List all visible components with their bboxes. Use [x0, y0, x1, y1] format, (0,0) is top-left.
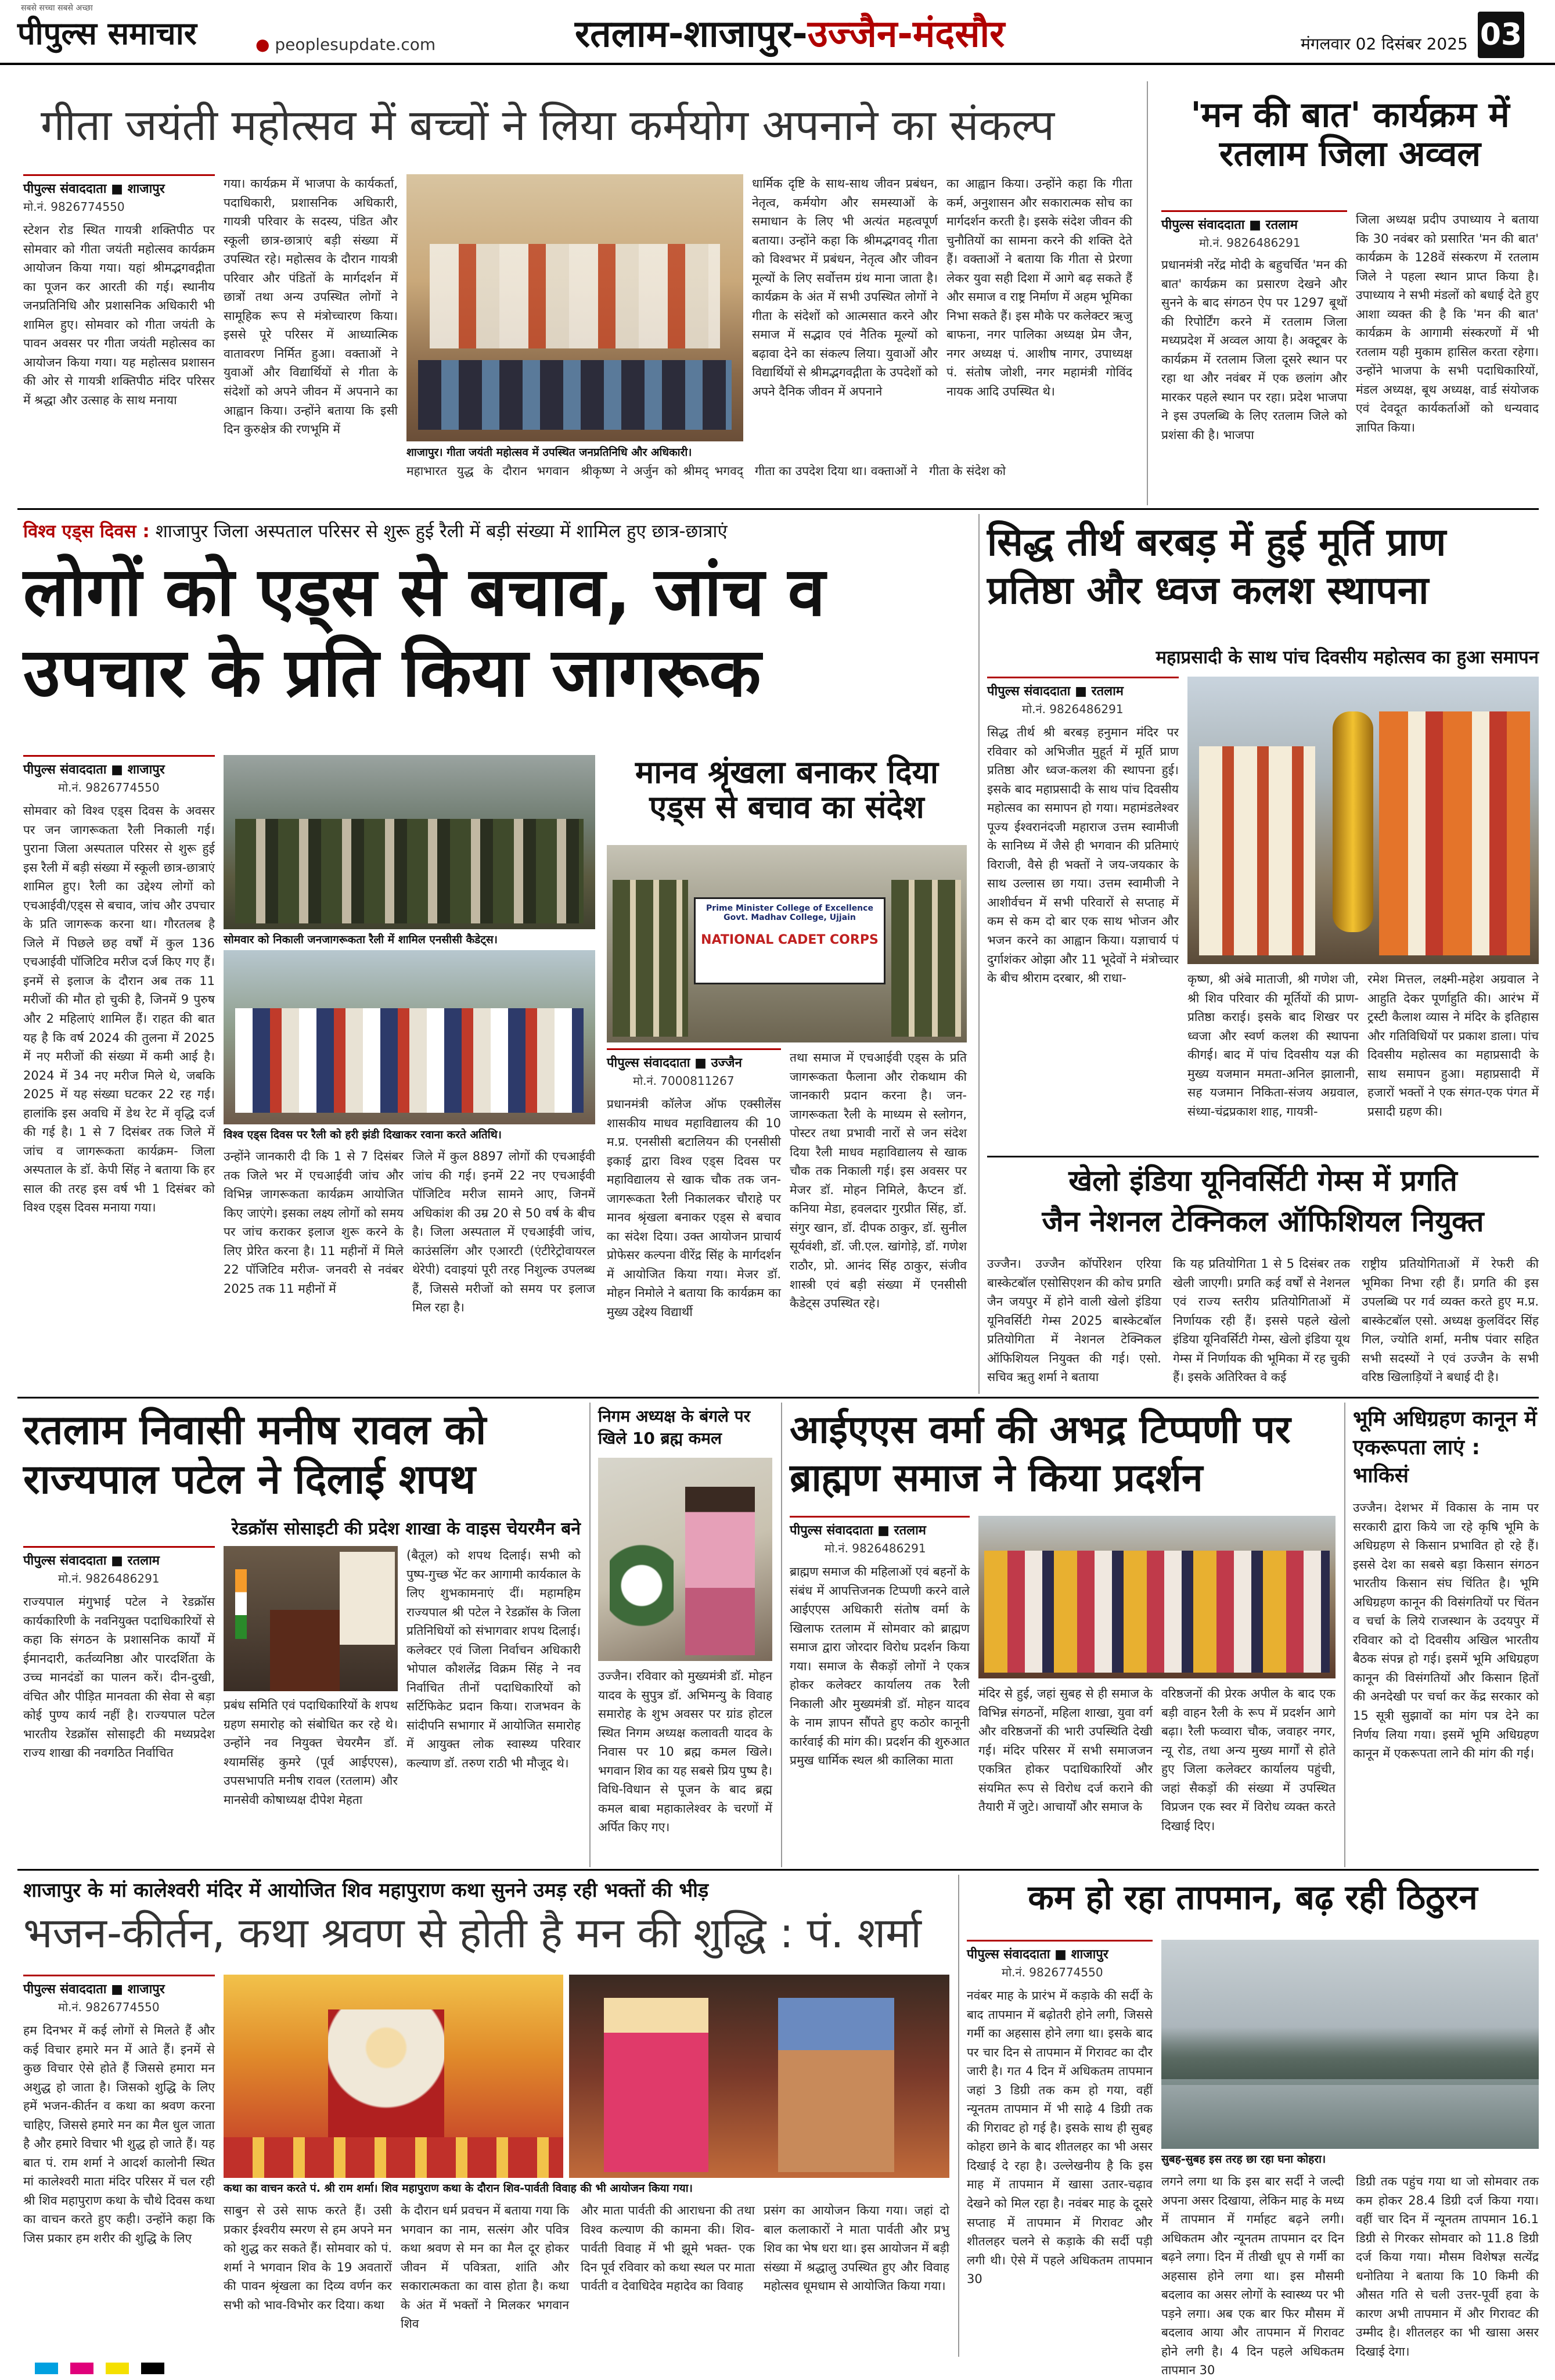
print-color-bar [0, 2359, 1555, 2378]
aids-kicker [23, 519, 976, 543]
url-text: peoplesupdate.com [275, 35, 436, 54]
column-rule [1147, 81, 1148, 505]
shiv-photo-caption: कथा का वाचन करते पं. श्री राम शर्मा। शिव महापुराण कथा के दौरान शिव-पार्वती विवाह की भी आयोजन किया गया। [224, 2180, 949, 2195]
chain-photo-cadets [613, 880, 688, 1037]
verma-mobile: मो.नं. 9826486291 [825, 1541, 926, 1555]
aids-col3: जिले में कुल 8897 लोगों की एचआईवी जांच की गई। इनमें 22 नए एचआईवी पॉजिटिव मरीज सामने आए, जिनमें अधिकांश की उम्र 20 से 50 वर्ष के बीच है। जिला अस्पताल में एचआईवी जांच, काउंसलिंग और एआरटी (एंटीरेट्रोवायरल थेरेपी) दवाइयां पूरी तरह निशुल्क उपलब्ध हैं, जिससे मरीजों को समय पर इलाज मिल रहा है। [412, 1149, 595, 1315]
website-url[interactable] [255, 35, 435, 54]
gita-photo-people [430, 244, 720, 348]
chain-photo-banner [694, 897, 886, 984]
barbad-col1: सिद्ध तीर्थ श्री बरबड़ हनुमान मंदिर पर रविवार को अभिजीत मुहूर्त में मूर्ति प्राण प्रतिष्ठा और ध्वज-कलश की स्थापना हुई। इसके बाद महाप्रसादी के साथ पांच दिवसीय महोत्सव का समापन हो गया। महामंडलेश्वर पूज्य ईश्वरानंदजी महाराज उत्तम स्वामीजी के सानिध्य में जैसे ही भगवान की प्रतिमाएं विराजी, वैसे ही भक्तों ने जय-जयकार के साथ उल्लास छा गया। उत्तम स्वामीजी ने आशीर्वचन में सभी परिवारों से सप्ताह में कम से कम दो बार एक साथ भोजन और भजन करने का आह्वान किया। यज्ञाचार्य पं दुर्गाशंकर ओझा और 11 भूदेवों ने मंत्रोच्चार के बीच श्रीराम दरबार, श्री राधा- [987, 725, 1179, 986]
temp-mobile: मो.नं. 9826774550 [1002, 1965, 1103, 1979]
temp-photo-trees [1161, 2027, 1539, 2079]
aids-kicker-label: विश्व एड्स दिवस : [23, 521, 150, 542]
shiv-col5-visible: प्रसंग का आयोजन किया गया। जहां दो बाल कलाकारों ने माता पार्वती और प्रभु शिव का भेष धरा था। इस आयोजन में बड़ी संख्या में श्रद्धालु उपस्थित हुए और विवाह महोत्सव धूमधाम से आयोजित किया गया। [764, 2203, 949, 2293]
chain-col1: प्रधानमंत्री कॉलेज ऑफ एक्सीलेंस शासकीय माधव महाविद्यालय की 10 म.प्र. एनसीसी बटालियन की एनसीसी इकाई द्वारा विश्व एड्स दिवस पर महाविद्यालय से खाक चौक तक जन-जागरूकता रैली निकालकर चौराहे पर मानव श्रृंखला बनाकर एड्स से बचाव का संदेश दिया। उक्त आयोजन प्राचार्य प्रोफेसर कल्पना वीरेंद्र सिंह के मार्गदर्शन में आयोजित किया गया। मेजर डॉ. मोहन निमोले ने बताया कि कार्यक्रम का मुख्य उद्देश्य विद्यार्थी [607, 1097, 781, 1320]
barbad-col2: कृष्ण, श्री अंबे माताजी, श्री गणेश जी, श्री शिव परिवार की मूर्तियों की प्राण-प्रतिष्ठा कराई। इसके बाद शिखर पर ध्वजा और स्वर्ण कलश की स्थापना कीगई। बाद में पांच दिवसीय यज्ञ की मुख्य यजमान ममता-अनिल झालानी, सह यजमान निकिता-संजय अग्रवाल, संध्या-चंद्रप्रकाश शाह, गायत्री- [1187, 972, 1359, 1119]
temp-col2: लगने लगा था कि इस बार सर्दी ने जल्दी अपना असर दिखाया, लेकिन माह के मध्य में तापमान में गर्माहट बढ़ने लगी। अधिकतम और न्यूनतम तापमान दर दिन बढ़ने लगा। दिन में तीखी धूप से गर्मी का अहसास होने लगा था। इस मौसमी बदलाव का असर लोगों के स्वास्थ्य पर भी पड़ने लगा। अब एक बार फिर मौसम में बदलाव आया और तापमान में गिरावट होने लगी है। 4 दिन पहले अधिकतम तापमान 30 [1161, 2174, 1344, 2378]
khelo-col1: उज्जैन। उज्जैन कॉर्पोरेशन एरिया बास्केटबॉल एसोसिएशन की कोच प्रगति जैन जयपुर में होने वाली खेलो इंडिया यूनिवर्सिटी गेम्स 2025 बास्केटबॉल प्रतियोगिता में नेशनल टेक्निकल ऑफिशियल नियुक्त की गई। एसो. सचिव ऋतु शर्मा ने बताया [987, 1257, 1161, 1385]
chain-banner-text: Prime Minister College of Excellence Govt. Madhav College, Ujjain [706, 904, 873, 922]
gita-col5: का आह्वान किया। उन्होंने कहा कि गीता कर्म, अनुशासन और सकारात्मक सोच का मार्गदर्शन करती है। इसके संदेश जीवन की चुनौतियों का सामना करने की शक्ति देते हैं। वक्ताओं ने बताया कि गीता से प्रेरणा लेकर युवा सही दिशा में आगे बढ़ सकते हैं और समाज व राष्ट्र निर्माण में अहम भूमिका निभा सकते हैं। इस मौके पर कलेक्टर ऋजु बाफना, नगर पालिका अध्यक्ष प्रेम जैन, नगर अध्यक्ष पं. आशीष नागर, उपाध्यक्ष पं. संतोष जोशी, नगर महामंत्री गोविंद नायक आदि उपस्थित थे। [946, 177, 1132, 399]
page-number: 03 [1478, 12, 1524, 58]
manish-photo-podium [270, 1610, 340, 1691]
aids-photo-rally-people [235, 1008, 584, 1113]
gita-byline: पीपुल्स संवाददाता ■ शाजापुर [23, 174, 215, 197]
edition-cities [575, 7, 1005, 57]
barbad-mobile: मो.नं. 9826486291 [1022, 702, 1124, 716]
masthead [0, 0, 1555, 65]
gita-mobile: मो.नं. 9826774550 [23, 200, 125, 214]
barbad-subhead: महाप्रसादी के साथ पांच दिवसीय महोत्सव का हुआ समापन [1156, 647, 1539, 668]
barbad-photo-priests [1379, 711, 1530, 955]
edition-cities-dark: रतलाम-शाजापुर- [575, 13, 808, 56]
shiv-headline: भजन-कीर्तन, कथा श्रवण से होती है मन की शुद्धि : पं. शर्मा [23, 1908, 922, 1957]
aids-kicker-text: शाजापुर जिला अस्पताल परिसर से शुरू हुई रैली में बड़ी संख्या में शामिल हुए छात्र-छात्राएं [155, 521, 728, 542]
mann-byline: पीपुल्स संवाददाता ■ रतलाम [1161, 210, 1347, 233]
aids-photo-ncc-cadets [235, 819, 584, 923]
aids-photo-rally [224, 950, 595, 1124]
mann-col1: प्रधानमंत्री नरेंद्र मोदी के बहुचर्चित 'मन की बात' कार्यक्रम का प्रसारण देखने और सुनने के बाद संगठन ऐप पर 1297 बूथों की रिपोर्टिंग करने में रतलाम जिला मध्यप्रदेश में अव्वल आया है। अक्टूबर के कार्यक्रम में रतलाम जिला दूसरे स्थान पर रहा था और नवंबर में एक छलांग और मारकर पहले स्थान पर रहा। प्रदेश भाजपा ने इस उपलब्धि के लिए रतलाम जिले को प्रशंसा की है। भाजपा [1161, 258, 1347, 442]
manish-photo-text: प्रबंध समिति एवं पदाधिकारियों के शपथ ग्रहण समारोह को संबोधित कर रहे थे। उन्होंने नव नियुक्त चेयरमैन डॉ. श्यामसिंह कुमरे (पूर्व आईएएस), उपसभापति मनीष रावल (रतलाम) और मानसेवी कोषाध्यक्ष दीपेश मेहता [224, 1698, 398, 1807]
chain-mobile: मो.नं. 7000811267 [633, 1074, 735, 1088]
verma-photo-crowd [984, 1551, 1330, 1673]
manish-subhead: रेडक्रॉस सोसाइटी की प्रदेश शाखा के वाइस चेयरमैन बने [232, 1519, 581, 1539]
brahma-headline: निगम अध्यक्ष के बंगले पर खिले 10 ब्रह्म कमल [598, 1407, 751, 1448]
shiv-photo-shiva [778, 1998, 894, 2172]
shiv-col2: साबुन से उसे साफ करते हैं। उसी प्रकार ईश्वरीय स्मरण से हम अपने मन को शुद्ध कर सकते हैं। सोमवार को पं. शर्मा ने भगवान शिव के 19 अवतारों की पावन श्रृंखला का दिव्य वर्णन कर सभी को भाव-विभोर कर दिया। कथा [224, 2203, 392, 2312]
manish-photo-flag [235, 1569, 247, 1639]
yellow-swatch [106, 2363, 129, 2374]
khelo-col2: कि यह प्रतियोगिता 1 से 5 दिसंबर तक खेली जाएगी। प्रगति कई वर्षों से नेशनल एवं राज्य स्तरीय प्रतियोगिताओं में निर्णायक रही हैं। इससे पहले खेलो इंडिया यूनिवर्सिटी गेम्स, खेलो इंडिया यूथ गेम्स में निर्णायक की भूमिका में रह चुकी हैं। इसके अतिरिक्त वे कई [1173, 1257, 1350, 1385]
gita-headline: गीता जयंती महोत्सव में बच्चों ने लिया कर्मयोग अपनाने का संकल्प [41, 100, 1055, 150]
edition-cities-red: उज्जैन-मंदसौर [807, 13, 1005, 56]
aids-byline: पीपुल्स संवाददाता ■ शाजापुर [23, 755, 215, 778]
column-rule [978, 514, 980, 1394]
mann-mobile: मो.नं. 9826486291 [1199, 236, 1301, 250]
brahma-photo-flowers [610, 1527, 674, 1644]
khelo-col3: राष्ट्रीय प्रतियोगिताओं में रेफरी की भूमिका निभा रही हैं। प्रगति की इस उपलब्धि पर गर्व व्यक्त करते हुए म.प्र. बास्केटबॉल एसो. अध्यक्ष कुलविंदर सिंह गिल, ज्योति शर्मा, मनीष पंवार सहित सभी सदस्यों ने एवं उज्जैन के सभी वरिष्ठ खिलाड़ियों ने बधाई दी है। [1362, 1257, 1539, 1385]
logo-text: पीपुल्स समाचार [17, 15, 197, 52]
shiv-byline: पीपुल्स संवाददाता ■ शाजापुर [23, 1975, 215, 1997]
column-rule [1344, 1403, 1345, 1867]
manish-mobile: मो.नं. 9826486291 [58, 1572, 160, 1586]
shiv-col4: और माता पार्वती की आराधना की तथा विश्व कल्याण की कामना की। शिव-पार्वती विवाह में भी झूमे भक्त- एक दिन पूर्व रविवार को कथा स्थल पर माता पार्वती व देवाधिदेव महादेव का विवाह [581, 2203, 755, 2293]
brahma-photo-woman [685, 1487, 755, 1655]
temp-photo-caption: सुबह-सुबह इस तरह छा रहा घना कोहरा। [1161, 2151, 1539, 2166]
logo-tagline: सबसे सच्चा सबसे अच्छा [21, 3, 93, 13]
manish-headline: रतलाम निवासी मनीष रावल को राज्यपाल पटेल ने दिलाई शपथ [23, 1406, 487, 1504]
temp-col3: डिग्री तक पहुंच गया था जो सोमवार तक कम होकर 28.4 डिग्री दर्ज किया गया। वहीं चार दिन में न्यूनतम तापमान 16.1 डिग्री से गिरकर सोमवार को 11.8 डिग्री दर्ज किया गया। मौसम विशेषज्ञ सत्येंद्र धनोतिया ने बताया कि 10 किमी की औसत गति से चली उत्तर-पूर्वी हवा के कारण अभी तापमान में और गिरावट की उम्मीद है। शीतलहर का भी खासा असर दिखाई देगा। [1356, 2174, 1539, 2359]
temp-photo-water [1161, 2085, 1539, 2149]
shiv-mobile: मो.नं. 9826774550 [58, 2000, 160, 2014]
shiv-photo-vivah [569, 1975, 949, 2178]
gita-col2: गया। कार्यक्रम में भाजपा के कार्यकर्ता, पदाधिकारी, प्रशासनिक अधिकारी, गायत्री परिवार के सदस्य, पंडित और स्कूली छात्र-छात्राएं बड़ी संख्या में उपस्थित रहे। महोत्सव के दौरान गायत्री परिवार और पंडितों के मार्गदर्शन में छात्रों तथा अन्य उपस्थित लोगों ने सामूहिक रूप से मंत्रोच्चारण किया। इससे पूरे परिसर में आध्यात्मिक वातावरण निर्मित हुआ। वक्ताओं ने युवाओं और विद्यार्थियों से गीता के संदेशों को अपने जीवन में अपनाने का आह्वान किया। उन्होंने बताया कि इसी दिन कुरुक्षेत्र की रणभूमि में [224, 177, 398, 437]
cyan-swatch [35, 2363, 58, 2374]
gita-photo [406, 174, 743, 441]
shiv-kicker: शाजापुर के मां कालेश्वरी मंदिर में आयोजित शिव महापुराण कथा सुनने उमड़ रही भक्तों की भीड़ [23, 1879, 709, 1902]
temp-photo-fog [1161, 1940, 1539, 2149]
barbad-photo-left [1199, 746, 1315, 955]
verma-byline: पीपुल्स संवाददाता ■ रतलाम [790, 1516, 970, 1538]
column-rule [958, 1875, 959, 2357]
verma-col1: ब्राह्मण समाज की महिलाओं एवं बहनों के संबंध में आपत्तिजनक टिप्पणी करने वाले आईएएस अधिकारी संतोष वर्मा के खिलाफ रतलाम में सोमवार को ब्राह्मण समाज द्वारा जोरदार विरोध प्रदर्शन किया गया। समाज के सैकड़ों लोगों ने एकत्र होकर कलेक्टर कार्यालय तक रैली निकाली और मुख्यमंत्री डॉ. मोहन यादव के नाम ज्ञापन सौंपते हुए कठोर कानूनी कार्रवाई की मांग की। प्रदर्शन की शुरुआत प्रमुख धार्मिक स्थल श्री कालिका माता [790, 1565, 970, 1768]
section-divider [17, 1869, 1539, 1871]
aids-photo-ncc [224, 755, 595, 929]
barbad-photo-kalash [1333, 711, 1373, 932]
aids-col1: सोमवार को विश्व एड्स दिवस के अवसर पर जन जागरूकता रैली निकाली गई। पुराना जिला अस्पताल परिसर से शुरू हुई इस रैली में बड़ी संख्या में स्कूली छात्र-छात्राएं शामिल हुए। रैली का उद्देश्य लोगों को एचआईवी/एड्स से बचाव, जांच और उपचार के प्रति जागरूक करना था। गौरतलब है जिले में पिछले छह वर्षों में कुल 136 एचआईवी पॉजिटिव मरीज दर्ज किए गए हैं। इनमें से इलाज के दौरान अब तक 11 मरीजों की मौत हो चुकी है, जिनमें 9 पुरुष और 2 महिलाएं शामिल हैं। राहत की बात यह है कि वर्ष 2024 की तुलना में 2025 में नए मरीजों की संख्या में कमी आई है। 2024 में 34 नए मरीज मिले थे, जबकि 2025 में यह संख्या घटकर 22 रह गई। हालांकि इस अवधि में डेथ रेट में वृद्धि दर्ज की गई है। 1 से 7 दिसंबर तक जिले में जांच व जागरूकता कार्यक्रम- जिला अस्पताल के डॉ. केपी सिंह ने बताया कि हर साल की तरह इस वर्ष भी 1 दिसंबर को विश्व एड्स दिवस मनाया गया। [23, 804, 215, 1215]
mann-headline: 'मन की बात' कार्यक्रम में रतलाम जिला अव्वल [1190, 95, 1510, 175]
section-divider [17, 1397, 1539, 1398]
aids-photo-rally-caption: विश्व एड्स दिवस पर रैली को हरी झंडी दिखाकर रवाना करते अतिथि। [224, 1127, 595, 1142]
chain-col2: तथा समाज में एचआईवी एड्स के प्रति जागरूकता फैलाना और रोकथाम की जानकारी प्रदान करना है। जन-जागरूकता रैली के माध्यम से स्लोगन, पोस्टर तथा प्रभावी नारों से जन संदेश दिया रैली माधव महाविद्यालय से खाक चौक तक निकाली गई। इस अवसर पर मेजर डॉ. मोहन निमिले, कैप्टन डॉ. कनिया मेडा, हवलदार गुरप्रीत सिंह, डॉ. संगुर खान, डॉ. दीपक ठाकुर, डॉ. सुनील सूर्यवंशी, डॉ. जी.एल. खांगोड़े, डॉ. गणेश राठौर, प्रो. आनंद सिंह ठाकुर, संजीव शास्त्री एवं बड़ी संख्या में एनसीसी कैडेट्स उपस्थित रहे। [790, 1051, 967, 1311]
chain-byline: पीपुल्स संवाददाता ■ उज्जैन [607, 1048, 781, 1071]
gita-col1: स्टेशन रोड स्थित गायत्री शक्तिपीठ पर सोमवार को गीता जयंती महोत्सव कार्यक्रम आयोजन किया गया। यहां श्रीमद्भगवद्गीता का पूजन कर आरती की गई। स्थानीय जनप्रतिनिधि और प्रशासनिक अधिकारी भी शामिल हुए। सोमवार को गीता जयंती के पावन अवसर पर गीता जयंती महोत्सव का आयोजन किया गया। यह महोत्सव प्रशासन की ओर से गायत्री शक्तिपीठ मंदिर परिसर में श्रद्धा और उत्साह के साथ मनाया [23, 223, 215, 407]
magenta-swatch [70, 2363, 93, 2374]
temp-headline: कम हो रहा तापमान, बढ़ रही ठिठुरन [1028, 1878, 1478, 1917]
brahma-photo [598, 1458, 772, 1661]
gita-col4: धार्मिक दृष्टि के साथ-साथ जीवन प्रबंधन, नेतृत्व, कर्मयोग और समस्याओं के समाधान के लिए भी अत्यंत महत्वपूर्ण बताया। उन्होंने कहा कि श्रीमद्भगवद् गीता को विश्वभर में प्रबंधन, नेतृत्व और जीवन मूल्यों के लिए सर्वोत्तम ग्रंथ माना जाता है। कार्यक्रम के अंत में सभी उपस्थित लोगों ने गीता के संदेशों को आत्मसात करने और समाज में सद्भाव एवं नैतिक मूल्यों को बढ़ावा देने का संकल्प लिया। युवाओं और विद्यार्थियों से श्रीमद्भगवद्गीता के उपदेशों को अपने दैनिक जीवन में अपनाने [752, 177, 938, 399]
shiv-photo-katha [224, 1975, 563, 2178]
manish-photo [224, 1546, 398, 1691]
mann-col2: जिला अध्यक्ष प्रदीप उपाध्याय ने बताया कि 30 नवंबर को प्रसारित 'मन की बात' कार्यक्रम के 128वें संस्करण में रतलाम जिले ने पहला स्थान प्राप्त किया है। उपाध्याय ने सभी मंडलों को बधाई देते हुए आशा व्यक्त की है कि 'मन की बात' कार्यक्रम के आगामी संस्करणों में भी रतलाम यही मुकाम हासिल करता रहेगा। उन्होंने भाजपा के सभी पदाधिकारियों, मंडल अध्यक्ष, बूथ अध्यक्ष, वार्ड संयोजक एवं देवदूत कार्यकर्ताओं को धन्यवाद ज्ञापित किया। [1356, 213, 1539, 435]
section-divider [17, 508, 1539, 510]
black-swatch [141, 2363, 164, 2374]
issue-date: मंगलवार 02 दिसंबर 2025 [1301, 34, 1468, 53]
land-headline: भूमि अधिग्रहण कानून में एकरूपता लाएं : भाकिसं [1353, 1407, 1537, 1488]
shiv-photo-stage [224, 2137, 563, 2178]
gita-col3: महाभारत युद्ध के दौरान भगवान श्रीकृष्ण ने अर्जुन को श्रीमद् भगवद् गीता का उपदेश दिया था। वक्ताओं ने गीता के संदेश को [406, 464, 1006, 478]
shiv-col3: के दौरान धर्म प्रवचन में बताया गया कि भगवान का नाम, सत्संग और पवित्र कथा श्रवण से मन का मैल दूर होकर जीवन में पवित्रता, शांति और सकारात्मकता का वास होता है। कथा के अंत में भक्तों ने मिलकर भगवान शिव [401, 2203, 569, 2331]
manish-byline: पीपुल्स संवाददाता ■ रतलाम [23, 1546, 215, 1569]
manish-photo-banner [340, 1552, 395, 1645]
verma-col3: वरिष्ठजनों की प्रेरक अपील के बाद एक बड़ी वाहन रैली के रूप में प्रदर्शन आगे बढ़ा। रैली फव्वारा चौक, जवाहर नगर, न्यू रोड, तथा अन्य मुख्य मार्गों से होते हुए जिला कलेक्टर कार्यालय पहुंची, जहां सैकड़ों की संख्या में उपस्थित विप्रजन एक स्वर में विरोध व्यक्त करते दिखाई दिए। [1161, 1687, 1336, 1833]
barbad-photo [1187, 677, 1539, 964]
shiv-photo-speaker [328, 2009, 444, 2137]
column-rule [589, 1403, 591, 1867]
gita-photo-children [418, 360, 732, 430]
temp-col1: नवंबर माह के प्रारंभ में कड़ाके की सर्दी के बाद तापमान में बढ़ोतरी होने लगी, जिससे गर्मी का अहसास होने लगा था। इसके बाद पर चार दिन से तापमान में गिरावट का दौर जारी है। गत 4 दिन में अधिकतम तापमान जहां 3 डिग्री तक कम हो गया, वहीं न्यूनतम तापमान में भी साढ़े 4 डिग्री तक की गिरावट हो गई है। इसके साथ ही सुबह कोहरा छाने के बाद शीतलहर का भी असर दिखाई दे रहा है। उल्लेखनीय है कि इस माह में तापमान में खासा उतार-चढ़ाव देखने को मिल रहा है। नवंबर माह के दूसरे सप्ताह में तापमान में गिरावट और शीतलहर चलने से कड़ाके की सर्दी पड़ी लगी थी। ऐसे में पहले अधिकतम तापमान 30 [967, 1989, 1153, 2286]
barbad-col3: रमेश मित्तल, लक्ष्मी-महेश अग्रवाल ने आहुति देकर पूर्णाहुति की। आरंभ में ट्रस्टी कैलाश व्यास ने मंदिर के इतिहास और गतिविधियों पर प्रकाश डाला। पांच दिवसीय महोत्सव का महाप्रसादी के साथ समापन हुआ। महाप्रसादी में हजारों भक्तों ने एक संगत-एक पंगत में प्रसादी ग्रहण की। [1367, 972, 1539, 1119]
verma-headline: आईएएस वर्मा की अभद्र टिप्पणी पर ब्राह्मण समाज ने किया प्रदर्शन [790, 1407, 1291, 1501]
brahma-col1: उज्जैन। रविवार को मुख्यमंत्री डॉ. मोहन यादव के सुपुत्र डॉ. अभिमन्यु के विवाह समारोह के शुभ अवसर पर ग्रांड होटल स्थित निगम अध्यक्ष कलावती यादव के निवास पर 10 ब्रह्म कमल खिले। भगवान शिव का यह सबसे प्रिय पुष्प है। विधि-विधान से पूजन के बाद ब्रह्म कमल बाबा महाकालेश्वर के चरणों में अर्पित किए गए। [598, 1669, 772, 1835]
aids-col2: उन्होंने जानकारी दी कि 1 से 7 दिसंबर तक जिले भर में एचआईवी जांच और विभिन्न जागरूकता कार्यक्रम आयोजित किए जाएंगे। इसका लक्ष्य लोगों को समय पर जांच कराकर इलाज शुरू करने के लिए प्रेरित करना है। 11 महीनों में मिले 22 पॉजिटिव मरीज- जनवरी से नवंबर 2025 तक 11 महीनों में [224, 1149, 404, 1296]
manish-col1: राज्यपाल मंगुभाई पटेल ने रेडक्रॉस कार्यकारिणी के नवनियुक्त पदाधिकारियों से कहा कि संगठन के प्रशासनिक कार्यों में ईमानदारी, कर्तव्यनिष्ठा और पारदर्शिता के उच्च मानदंडों का पालन करें। दीन-दुखी, वंचित और पीड़ित मानवता की सेवा से बड़ा कोई पुण्य कार्य नहीं है। राज्यपाल पटेल भारतीय रेडक्रॉस सोसाइटी की मध्यप्रदेश राज्य शाखा की नवगठित निर्वाचित [23, 1595, 215, 1760]
khelo-headline2: जैन नेशनल टेक्निकल ऑफिशियल नियुक्त [1042, 1205, 1484, 1238]
land-col1: उज्जैन। देशभर में विकास के नाम पर सरकारी द्वारा किये जा रहे कृषि भूमि के अधिग्रहण से किसान प्रभावित हो रहे हैं। इससे देश का सबसे बड़ा किसान संगठन भारतीय किसान संघ चिंतित है। भूमि अधिग्रहण कानून की विसंगतियों पर चिंतन व चर्चा के लिये राजस्थान के उदयपुर में रविवार को दो दिवसीय अखिल भारतीय बैठक संपन्न हो गई। इसमें भूमि अधिग्रहण कानून की विसंगतियों और किसान हितों की अनदेखी पर चर्चा कर केंद्र सरकार को 15 सूत्री सुझावों का मांग पत्र देने का निर्णय लिया गया। इसमें भूमि अधिग्रहण कानून में एकरूपता लाने की मांग की गई। [1353, 1501, 1539, 1761]
globe-icon: ● [255, 35, 270, 54]
temp-byline: पीपुल्स संवाददाता ■ शाजापुर [967, 1940, 1153, 1962]
verma-photo [978, 1516, 1336, 1678]
khelo-headline1: खेलो इंडिया यूनिवर्सिटी गेम्स में प्रगति [1068, 1164, 1457, 1198]
chain-headline: मानव श्रृंखला बनाकर दिया एड्स से बचाव का संदेश [635, 754, 938, 826]
gita-photo-caption: शाजापुर। गीता जयंती महोत्सव में उपस्थित जनप्रतिनिधि और अधिकारी। [406, 444, 743, 459]
chain-banner-ncc: NATIONAL CADET CORPS [701, 933, 879, 947]
aids-mobile: मो.नं. 9826774550 [58, 781, 160, 794]
newspaper-logo [17, 3, 197, 53]
chain-photo [607, 845, 967, 1042]
column-rule [781, 1403, 782, 1867]
shiv-photo-parvati [604, 1998, 708, 2172]
barbad-headline: सिद्ध तीर्थ बरबड़ में हुई मूर्ति प्राण प्रतिष्ठा और ध्वज कलश स्थापना [987, 520, 1446, 613]
aids-headline: लोगों को एड्स से बचाव, जांच व उपचार के प्रति किया जागरूक [23, 553, 826, 713]
manish-col2: (बैतूल) को शपथ दिलाई। सभी को पुष्प-गुच्छ भेंट कर आगामी कार्यकाल के लिए शुभकामनाएं दीं। महामहिम राज्यपाल श्री पटेल ने रेडक्रॉस के जिला प्रतिनिधियों को संभागवार शपथ दिलाई। कलेक्टर एवं जिला निर्वाचन अधिकारी भोपाल कौशलेंद्र विक्रम सिंह ने नव निर्वाचित तीनों पदाधिकारियों को सर्टिफिकेट प्रदान किया। राजभवन के सांदीपनि सभागार में आयोजित समारोह में आयुक्त लोक स्वास्थ्य परिवार कल्याण डॉ. तरुण राठी भी मौजूद थे। [406, 1548, 581, 1771]
verma-col2: मंदिर से हुई, जहां सुबह से ही समाज के विभिन्न संगठनों, महिला शाखा, युवा वर्ग और वरिष्ठजनों की भारी उपस्थिति देखी गई। मंदिर परिसर में सभी समाजजन एकत्रित होकर पदाधिकारियों और संयमित रूप से विरोध दर्ज कराने की तैयारी में जुटे। आचार्यों और समाज के [978, 1687, 1153, 1814]
chain-photo-cadets-right [891, 880, 961, 1037]
aids-photo-ncc-caption: सोमवार को निकाली जनजागरूकता रैली में शामिल एनसीसी कैडेट्स। [224, 932, 595, 947]
shiv-col1: हम दिनभर में कई लोगों से मिलते हैं और कई विचार हमारे मन में आते हैं। इनमें से कुछ विचार ऐसे होते हैं जिससे हमारा मन अशुद्ध हो जाता है। जिसको शुद्धि के लिए हमें भजन-कीर्तन व कथा का श्रवण करना चाहिए, जिससे हमारे मन का मैल धुल जाता है और हमारे विचार भी शुद्ध हो जाते हैं। यह बात पं. राम शर्मा ने आदर्श कालोनी स्थित मां कालेश्वरी माता मंदिर परिसर में चल रही श्री शिव महापुराण कथा के चौथे दिवस कथा का वाचन करते हुए कही। उन्होंने कहा कि जिस प्रकार हम शरीर की शुद्धि के लिए [23, 2023, 215, 2246]
barbad-byline: पीपुल्स संवाददाता ■ रतलाम [987, 677, 1179, 699]
